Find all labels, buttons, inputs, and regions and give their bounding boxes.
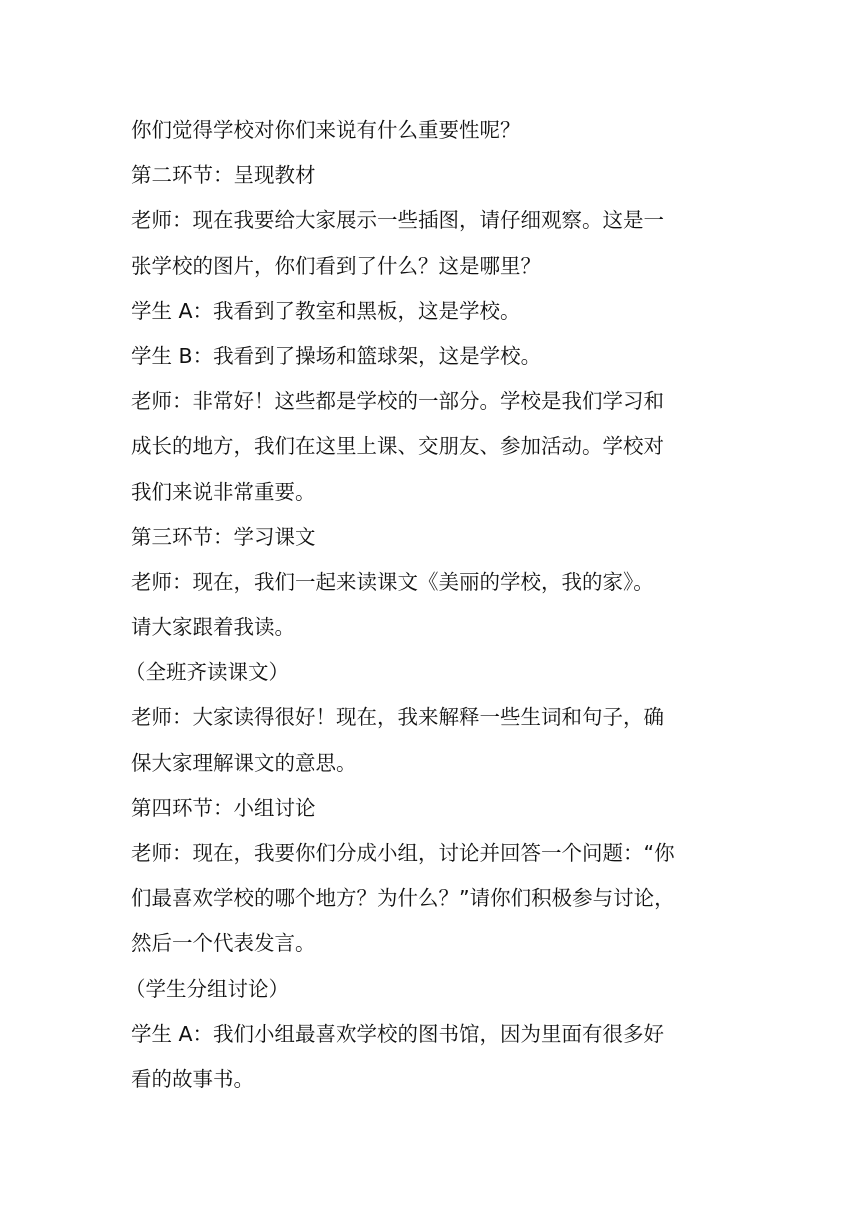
text-line: 学生 A：我们小组最喜欢学校的图书馆，因为里面有很多好 [131, 1021, 665, 1046]
stage-direction [125, 650, 751, 695]
text-line: 老师：现在，我们一起来读课文《美丽的学校，我的家》。 [131, 569, 654, 594]
paragraph-question [131, 108, 751, 153]
paragraph-teacher [131, 198, 751, 288]
paragraph-student-b [131, 334, 751, 379]
section-heading-2 [131, 153, 751, 198]
document-body [125, 108, 751, 1102]
section-heading-3 [131, 515, 751, 560]
text-line: 然后一个代表发言。 [131, 931, 316, 956]
text-line: 看的故事书。 [131, 1066, 254, 1091]
paragraph-teacher [131, 831, 751, 967]
text-line: （全班齐读课文） [125, 660, 289, 685]
text-line: 请大家跟着我读。 [131, 615, 295, 640]
paragraph-teacher [131, 379, 751, 515]
text-line: 们最喜欢学校的哪个地方？为什么？”请你们积极参与讨论， [131, 886, 675, 911]
text-line: 老师：非常好！这些都是学校的一部分。学校是我们学习和 [131, 389, 664, 414]
paragraph-teacher [131, 695, 751, 785]
paragraph-student-a [131, 1012, 751, 1102]
text-line: 成长的地方，我们在这里上课、交朋友、参加活动。学校对 [131, 434, 664, 459]
text-line: 老师：现在我要给大家展示一些插图，请仔细观察。这是一 [131, 208, 664, 233]
text-line: 学生 A：我看到了教室和黑板，这是学校。 [131, 298, 521, 323]
paragraph-teacher [131, 560, 751, 650]
text-line: 保大家理解课文的意思。 [131, 750, 357, 775]
text-line: 张学校的图片，你们看到了什么？这是哪里？ [131, 253, 541, 278]
text-line: 老师：现在，我要你们分成小组，讨论并回答一个问题：“你 [131, 841, 675, 865]
stage-direction [125, 967, 751, 1012]
section-heading-4 [131, 786, 751, 831]
paragraph-student-a [131, 289, 751, 334]
text-line: 第二环节：呈现教材 [131, 163, 316, 188]
text-line: （学生分组讨论） [125, 976, 289, 1001]
text-line: 老师：大家读得很好！现在，我来解释一些生词和句子，确 [131, 705, 664, 730]
text-line: 第四环节：小组讨论 [131, 795, 316, 820]
text-line: 你们觉得学校对你们来说有什么重要性呢？ [131, 118, 521, 142]
text-line: 第三环节：学习课文 [131, 524, 316, 549]
text-line: 学生 B：我看到了操场和篮球架，这是学校。 [131, 343, 542, 368]
text-line: 我们来说非常重要。 [131, 479, 316, 504]
